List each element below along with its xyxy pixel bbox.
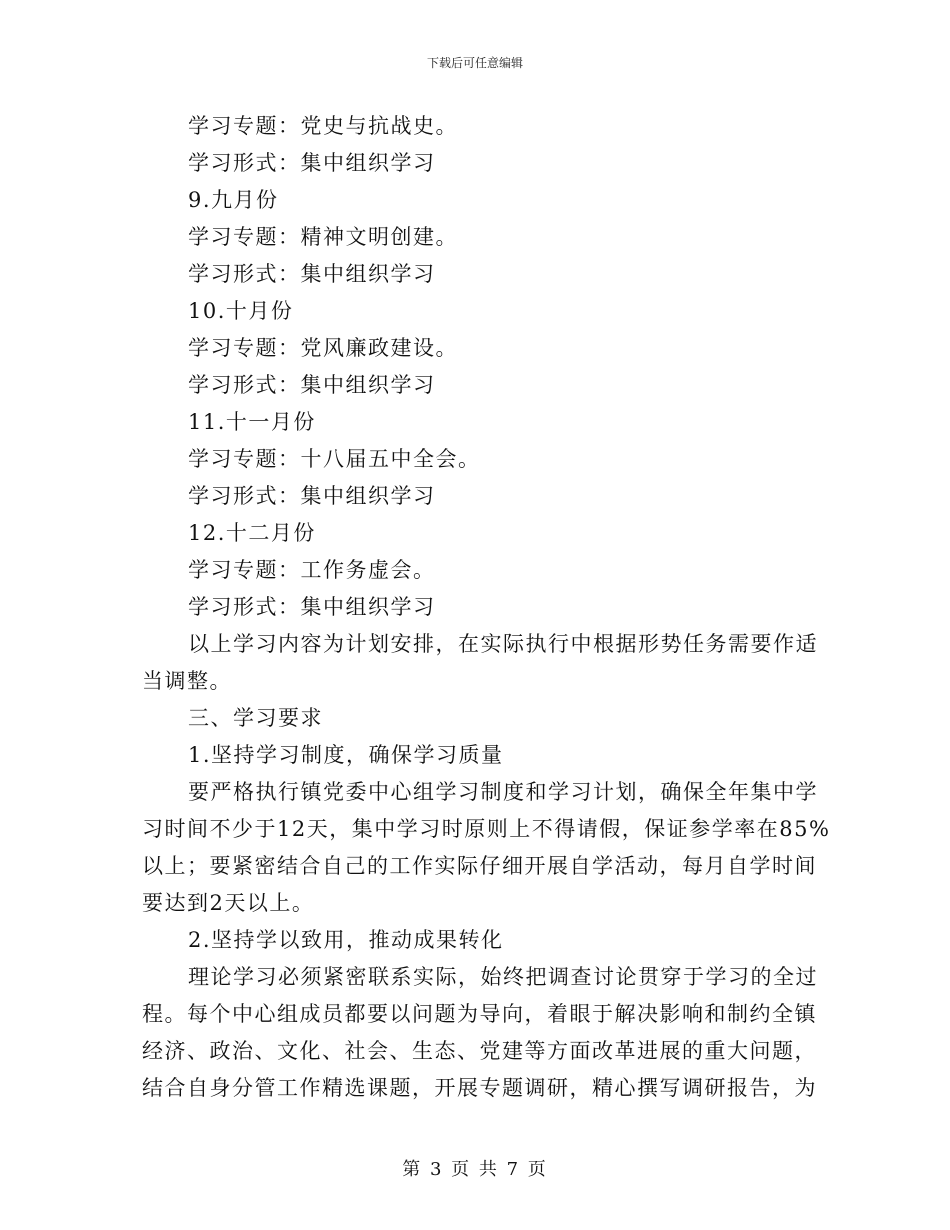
section-heading: 三、学习要求 [188,706,323,730]
text-line: 学习形式：集中组织学习 [188,484,436,508]
text-line: 学习形式：集中组织学习 [188,595,436,619]
text-line: 学习专题：精神文明创建。 [188,225,458,249]
paragraph-line: 以上；要紧密结合自己的工作实际仔细开展自学活动，每月自学时间 [142,854,817,878]
subsection-heading: 2.坚持学以致用，推动成果转化 [188,928,504,952]
paragraph-line: 习时间不少于12天，集中学习时原则上不得请假，保证参学率在85% [142,817,831,841]
text-line: 学习专题：党史与抗战史。 [188,114,458,138]
text-line: 学习专题：党风廉政建设。 [188,336,458,360]
text-line: 学习专题：工作务虚会。 [188,558,436,582]
text-line: 10.十月份 [188,299,294,323]
page-header: 下载后可任意编辑 [426,56,523,70]
paragraph-line: 要达到2天以上。 [142,891,315,915]
subsection-heading: 1.坚持学习制度，确保学习质量 [188,743,504,767]
text-line: 11.十一月份 [188,410,316,434]
text-line: 学习形式：集中组织学习 [188,373,436,397]
paragraph-line: 理论学习必须紧密联系实际，始终把调查讨论贯穿于学习的全过 [188,965,818,989]
paragraph-line: 以上学习内容为计划安排，在实际执行中根据形势任务需要作适 [188,632,818,656]
text-line: 12.十二月份 [188,521,316,545]
page-number-footer: 第 3 页 共 7 页 [402,1159,548,1180]
paragraph-line: 结合自身分管工作精选课题，开展专题调研，精心撰写调研报告，为 [142,1076,817,1100]
text-line: 学习专题：十八届五中全会。 [188,447,481,471]
paragraph-line: 要严格执行镇党委中心组学习制度和学习计划，确保全年集中学 [188,780,818,804]
paragraph-line: 经济、政治、文化、社会、生态、党建等方面改革进展的重大问题， [142,1039,817,1063]
paragraph-line: 当调整。 [142,669,232,693]
paragraph-line: 程。每个中心组成员都要以问题为导向，着眼于解决影响和制约全镇 [142,1002,817,1026]
text-line: 学习形式：集中组织学习 [188,151,436,175]
text-line: 9.九月份 [188,188,279,212]
text-line: 学习形式：集中组织学习 [188,262,436,286]
